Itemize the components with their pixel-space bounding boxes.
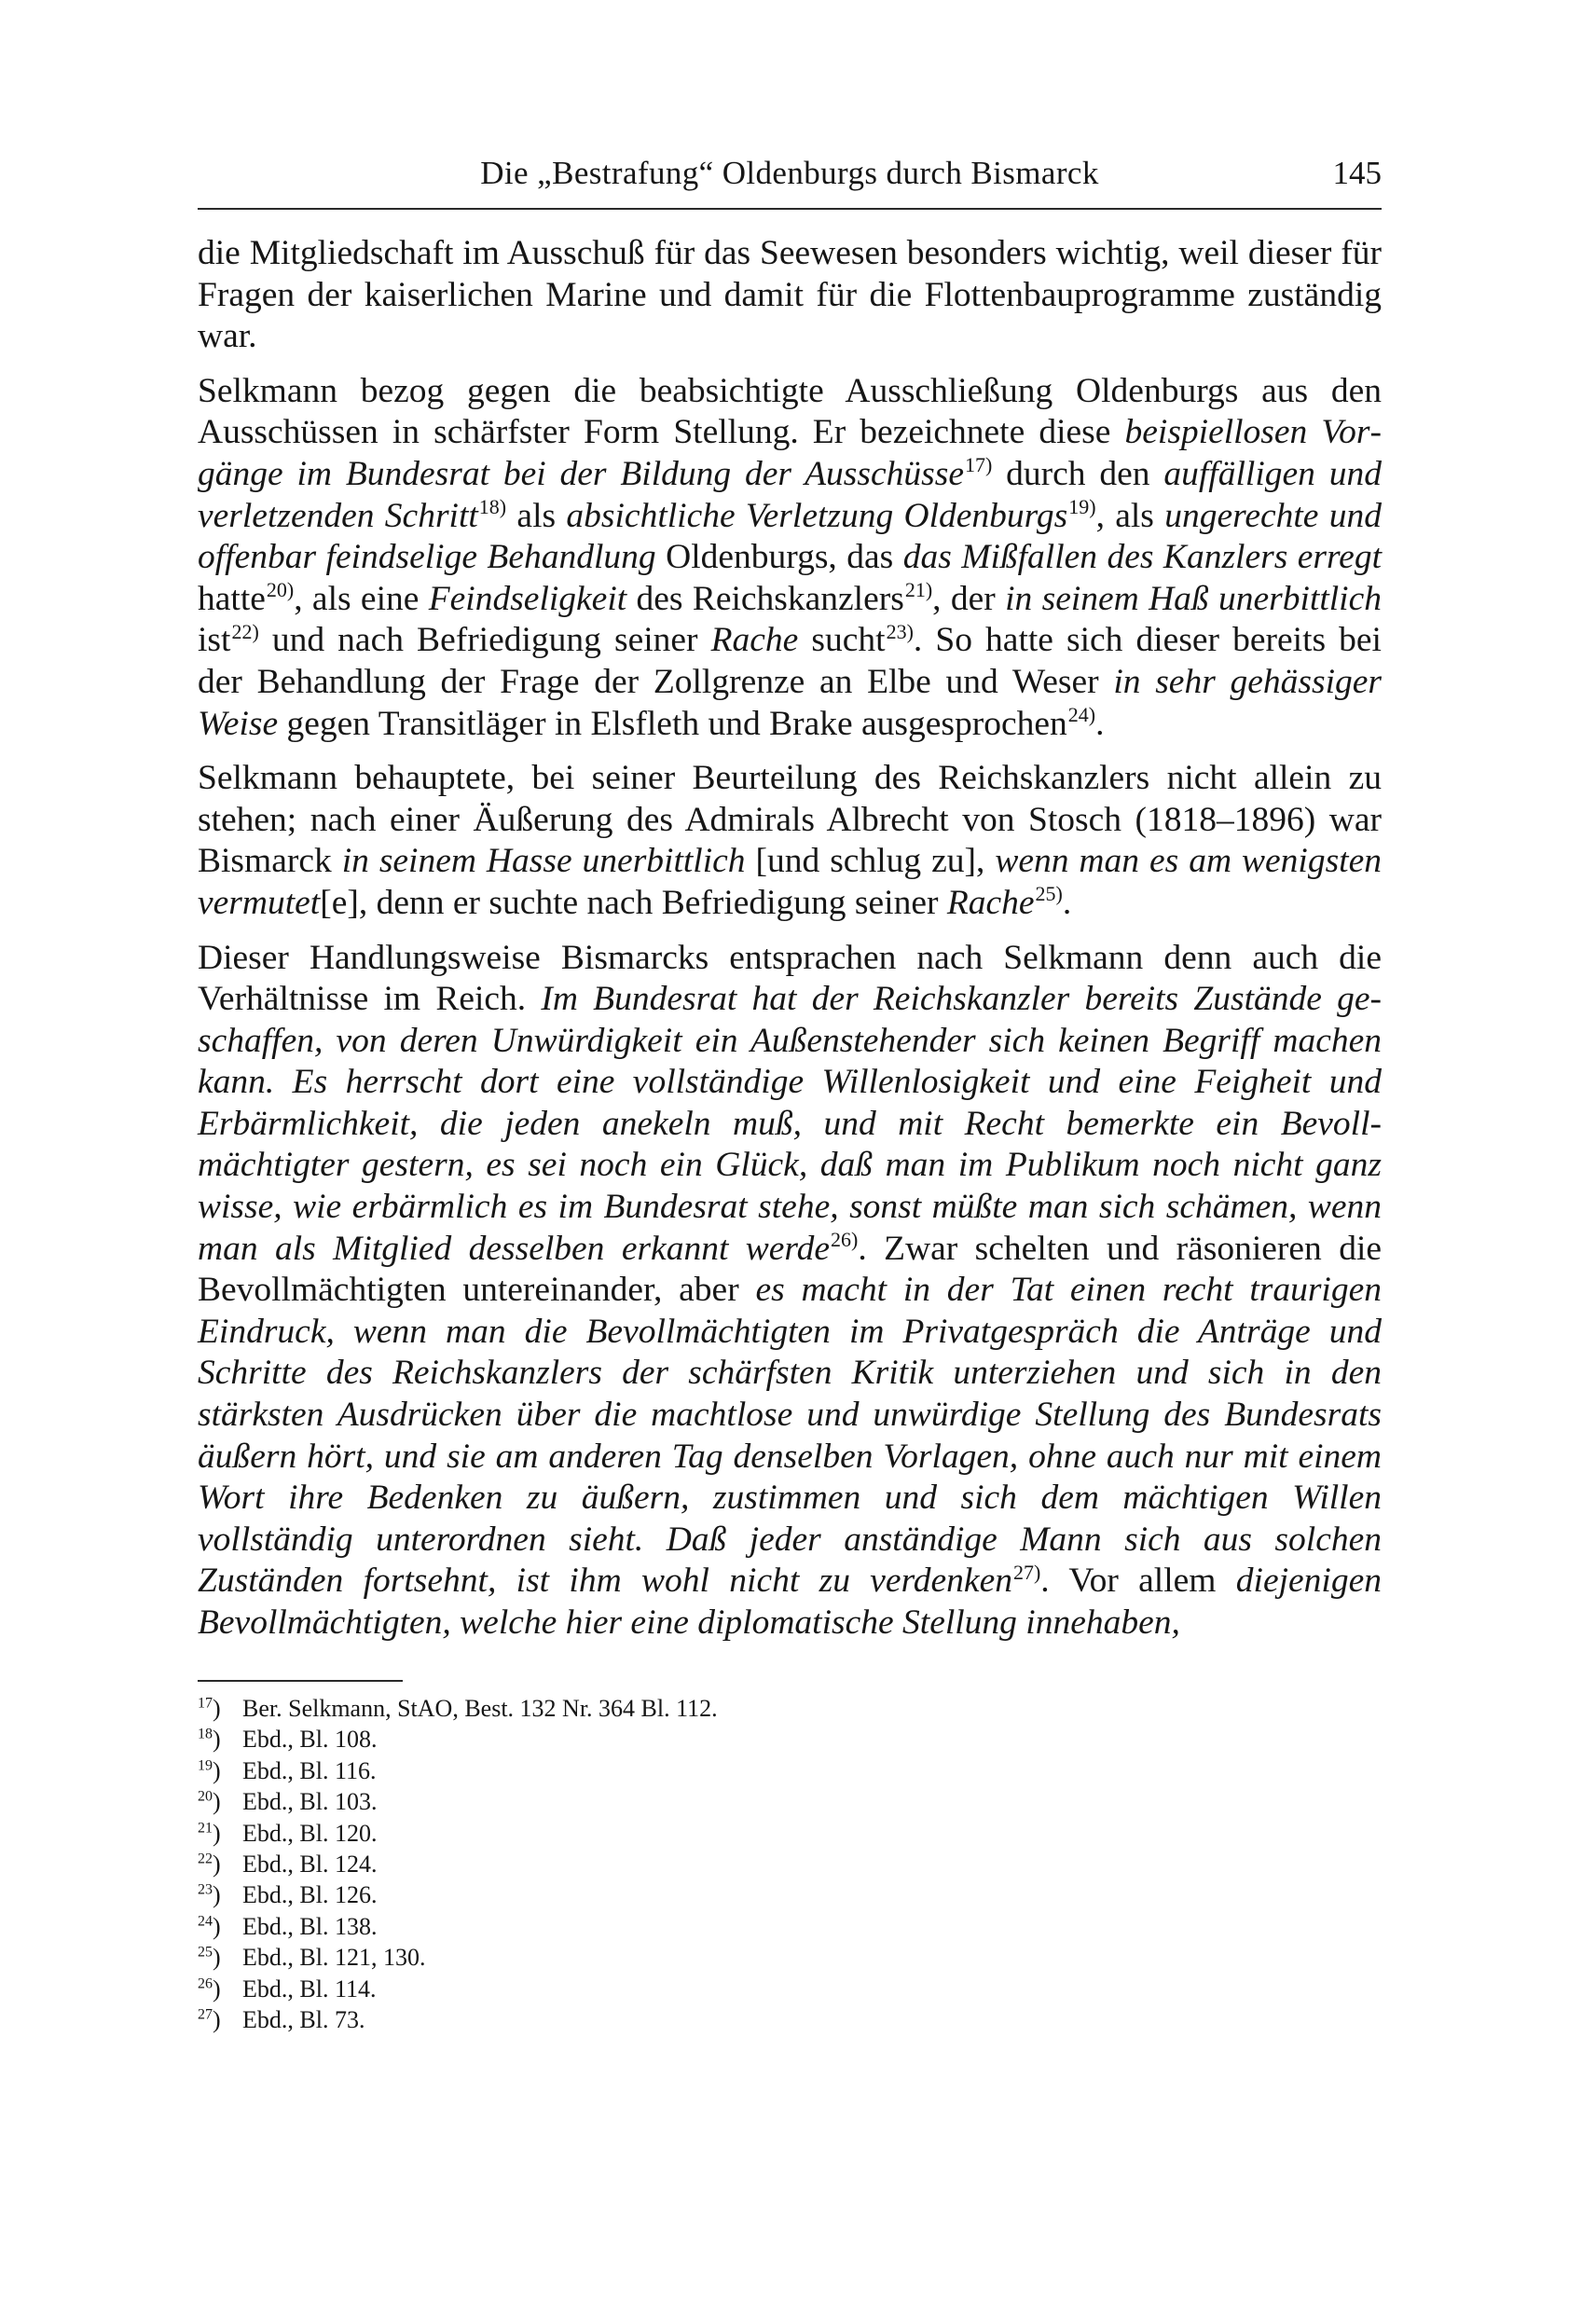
text-run: gegen Transitläger in Elsfleth und Brake ausgesprochen — [278, 704, 1067, 743]
footnote-number-digits: 20 — [198, 1788, 213, 1805]
footnote-ref: 19) — [1068, 495, 1096, 519]
footnote-ref: 25) — [1035, 882, 1063, 906]
footnote-ref: 23) — [886, 619, 914, 643]
footnote-ref: 24) — [1067, 703, 1096, 727]
footnote — [198, 1818, 1382, 1849]
footnote — [198, 1786, 1382, 1817]
italic-quote: Feindseligkeit — [428, 579, 627, 618]
footnote-number: $^{18}$) — [198, 1726, 221, 1754]
footnote-number: $^{25}$) — [198, 1944, 221, 1972]
footnote-number-digits: 26 — [198, 1975, 213, 1991]
footnote-number: $^{23}$) — [198, 1881, 221, 1909]
italic-quote: in seinem Haß unerbittlich — [1005, 579, 1382, 618]
footnote-ref: 17) — [964, 453, 993, 477]
footnote-text: Ebd., Bl. 73. — [242, 2006, 365, 2034]
text-run: , der — [932, 579, 1006, 618]
text-run: [und schlug zu], — [745, 842, 996, 881]
footnote-text: Ebd., Bl. 124. — [242, 1851, 378, 1878]
header-rule — [198, 208, 1382, 210]
text-run: , als eine — [294, 579, 429, 618]
italic-quote: ungerechte und offenbar feindselige Behandlung — [198, 496, 1382, 577]
footnote-number-digits: 27 — [198, 2006, 213, 2023]
footnote-number-digits: 17 — [198, 1695, 213, 1712]
italic-quote: absichtliche Verletzung Oldenburgs — [566, 496, 1068, 535]
footnote-ref: 18) — [478, 495, 507, 519]
footnote-text: Ebd., Bl. 120. — [242, 1819, 378, 1847]
footnote-text: Ebd., Bl. 126. — [242, 1881, 378, 1909]
text-run: , als — [1095, 496, 1165, 535]
footnote-ref: 21) — [904, 578, 933, 602]
text-run: und nach Befriedigung seiner — [258, 621, 711, 660]
footnote-number-digits: 23 — [198, 1881, 213, 1898]
footnote-text: Ebd., Bl. 121, 130. — [242, 1944, 426, 1972]
text-run: als — [506, 496, 567, 535]
text-run: hatte — [198, 579, 266, 618]
text-run: die Mitgliedschaft im Ausschuß für das Seewesen besonders wichtig, weil dieser für Fragen der kaiserlichen Marine und damit für die Flottenbauprogramme zuständig war. — [198, 234, 1382, 356]
footnote-number: $^{17}$) — [198, 1695, 221, 1722]
text-run: Selkmann behauptete, bei seiner Beurteilung des Reichskanzlers nicht allein zu stehen; nach einer Äußerung des Admirals Albrecht von Stosch (1818–1896) war Bismarck — [198, 759, 1382, 881]
footnote-number: $^{26}$) — [198, 1975, 221, 2002]
footnote-ref: 26) — [831, 1228, 859, 1252]
italic-quote: auffälligen und verletzenden Schritt — [198, 454, 1382, 535]
footnote-ref: 20) — [266, 578, 295, 602]
footnote — [198, 1724, 1382, 1755]
footnote-number-digits: 25 — [198, 1944, 213, 1961]
footnote-number-digits: 18 — [198, 1726, 213, 1742]
footnote-text: Ebd., Bl. 114. — [242, 1975, 377, 2002]
footnote-number-digits: 19 — [198, 1757, 213, 1774]
italic-quote: es macht in der Tat einen recht traurigen Eindruck, wenn man die Bevollmächtigten im Privatgespräch die Anträge und Schritte des Reichskanzlers der schärfsten Kritik unterziehen und sich in den stärksten Ausdrücken über die machtlose und unwürdige Stellung des Bundesrats äußern hört, und sie am anderen Tag denselben Vorlagen, ohne auch nur mit einem Wort ihre Bedenken zu äußern, zustimmen und sich dem mächtigen Willen vollständig unterordnen sieht. Daß jeder anständige Mann sich aus solchen Zuständen fortsehnt, ist ihm wohl nicht zu verdenken — [198, 1271, 1382, 1601]
text-run: des Reichskanzlers — [626, 579, 904, 618]
text-run: durch den — [992, 454, 1164, 493]
italic-quote: Im Bundesrat hat der Reichskanzler bereits Zustände geschaffen, von deren Unwürdigkeit ein Außenstehender sich keinen Begriff machen kann. Es herrscht dort eine vollständige Willenlosigkeit und eine Feigheit und Erbärmlichkeit, die jeden anekeln muß, und mit Recht bemerkte ein Bevollmächtigter gestern, es sei noch ein Glück, daß man im Publikum noch nicht ganz wisse, wie erbärmlich es im Bundesrat stehe, sonst müßte man sich schämen, wenn man als Mitglied desselben erkannt werde — [198, 980, 1382, 1268]
footnote-number: $^{22}$) — [198, 1851, 221, 1878]
text-run: . So hatte sich dieser bereits bei der Behandlung der Frage der Zollgrenze an Elbe und Weser — [198, 621, 1382, 701]
footnote-rule — [198, 1680, 403, 1682]
footnote — [198, 1911, 1382, 1942]
italic-quote: diejenigen Bevollmächtigten, welche hier eine diplomatische Stellung innehaben, — [198, 1562, 1382, 1642]
footnote-ref: 27) — [1012, 1560, 1041, 1584]
italic-quote: beispiellosen Vorgänge im Bundesrat bei der Bildung der Ausschüsse — [198, 413, 1382, 493]
footnote-ref: 22) — [231, 619, 259, 643]
text-run: ist — [198, 621, 231, 660]
paragraph — [198, 371, 1382, 745]
footnote-number: $^{27}$) — [198, 2006, 221, 2034]
text-run: [e], denn er suchte nach Befriedigung seiner — [320, 883, 947, 922]
footnote-number-digits: 24 — [198, 1913, 213, 1930]
text-run: Dieser Handlungsweise Bismarcks entsprachen nach Selkmann denn auch die Verhältnisse im Reich. — [198, 938, 1382, 1019]
footnote — [198, 1879, 1382, 1910]
footnote-text: Ebd., Bl. 138. — [242, 1912, 378, 1940]
footnote-text: Ber. Selkmann, StAO, Best. 132 Nr. 364 Bl. 112. — [242, 1695, 718, 1722]
footnote — [198, 1942, 1382, 1973]
footnote — [198, 1849, 1382, 1879]
text-run: . — [1062, 883, 1072, 922]
footnote — [198, 1693, 1382, 1724]
footnote-number: $^{20}$) — [198, 1788, 221, 1816]
text-run: sucht — [798, 621, 886, 660]
paragraph — [198, 233, 1382, 358]
body-text — [198, 233, 1382, 1658]
text-run: . — [1095, 704, 1105, 743]
footnote — [198, 2004, 1382, 2035]
running-header — [198, 155, 1382, 211]
text-run: Selkmann bezog gegen die beabsichtigte Ausschließung Oldenburgs aus den Ausschüssen in schärfster Form Stellung. Er bezeichnete diese — [198, 371, 1382, 452]
page-number: 145 — [1332, 155, 1382, 191]
paragraph — [198, 758, 1382, 924]
text-run: . Vor allem — [1040, 1562, 1236, 1601]
footnote — [198, 1974, 1382, 2004]
italic-quote: wenn man es am wenigsten vermutet — [198, 842, 1382, 922]
running-title: Die „Bestrafung“ Oldenburgs durch Bismarck — [480, 155, 1099, 191]
footnote-number: $^{24}$) — [198, 1912, 221, 1940]
text-run: . Zwar schelten und räsonieren die Bevollmächtigten untereinander, aber — [198, 1229, 1383, 1310]
footnote-text: Ebd., Bl. 108. — [242, 1726, 378, 1754]
footnote-number: $^{21}$) — [198, 1819, 221, 1847]
footnote-number: $^{19}$) — [198, 1756, 221, 1784]
footnote-number-digits: 22 — [198, 1851, 213, 1867]
text-run: Oldenburgs, das — [655, 538, 903, 577]
footnote-text: Ebd., Bl. 103. — [242, 1788, 378, 1816]
footnotes — [198, 1693, 1382, 2035]
italic-quote: in sehr gehässiger Weise — [198, 662, 1382, 743]
italic-quote: das Mißfallen des Kanzlers erregt — [902, 538, 1382, 577]
italic-quote: Rache — [710, 621, 799, 660]
italic-quote: Rache — [946, 883, 1035, 922]
paragraph — [198, 938, 1382, 1645]
italic-quote: in seinem Hasse unerbittlich — [341, 842, 746, 881]
footnote-text: Ebd., Bl. 116. — [242, 1756, 377, 1784]
footnote-number-digits: 21 — [198, 1819, 213, 1836]
footnote — [198, 1755, 1382, 1786]
